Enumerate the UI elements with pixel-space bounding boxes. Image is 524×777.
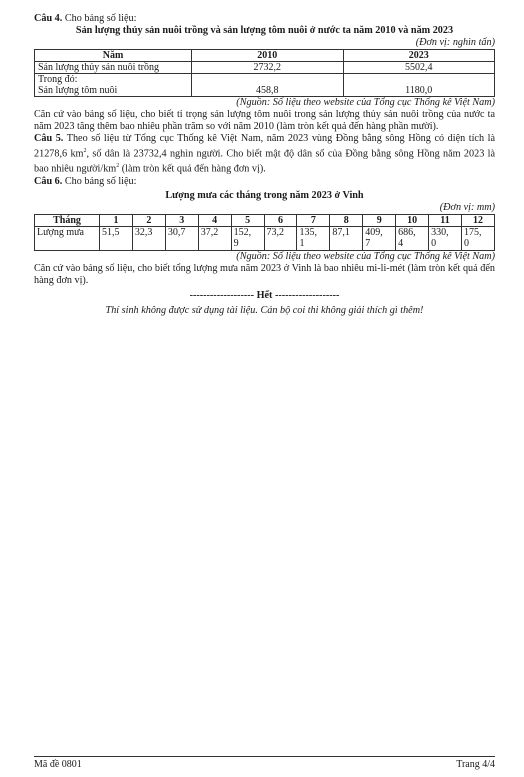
q6-label: Câu 6. [34,175,63,187]
col-header-2023: 2023 [343,50,495,62]
q4-table [34,49,495,97]
table-header-row [35,214,495,226]
month-header: 9 [363,214,396,226]
q5-sup-2: 2 [116,163,120,170]
month-header: 1 [100,214,133,226]
month-header: 11 [429,214,462,226]
row-label-shrimp-text: Sản lượng tôm nuôi [38,85,118,96]
q6-question: Căn cứ vào bảng số liệu, cho biết tổng lượng mưa năm 2023 ở Vinh là bao nhiêu mi-li-mét (làm tròn kết quả đến hàng đơn vị). [34,262,495,286]
q5-paragraph [34,133,495,176]
q4-label: Câu 4. [34,13,63,24]
rainfall-cell: 87,1 [330,226,363,250]
rainfall-cell: 135, 1 [297,226,330,250]
col-header-2010: 2010 [192,50,344,62]
row-label-rainfall: Lượng mưa [35,226,100,250]
month-header: 3 [165,214,198,226]
rainfall-cell: 686, 4 [396,226,429,250]
q4-intro: Cho bảng số liệu: [62,13,137,24]
q6-table [34,214,495,251]
table-header-row [35,50,495,62]
page-footer [34,756,495,770]
col-header-year: Năm [35,50,192,62]
q6-unit: (Đơn vị: mm) [439,201,495,213]
rainfall-cell: 330, 0 [429,226,462,250]
end-marker: ------------------- Hết ------------------- [189,289,340,301]
q4-question: Căn cứ vào bảng số liệu, cho biết tỉ trọng sản lượng tôm nuôi trong sản lượng thủy sản nuôi trồng của nước ta năm 2023 tăng thêm bao nhiêu phần trăm so với năm 2010 (làm tròn kết quả đến hàng phần mười). [34,109,495,132]
page-number: Trang 4/4 [456,759,495,770]
cell-2010: 2732,2 [192,62,344,74]
q4-unit: (Đơn vị: nghìn tấn) [415,37,495,48]
exam-code: Mã đề 0801 [34,759,82,770]
rainfall-cell: 51,5 [100,226,133,250]
q6-source: (Nguồn: Số liệu theo website của Tổng cục Thống kê Việt Nam) [236,250,495,262]
rainfall-cell: 30,7 [165,226,198,250]
cell-2023: 1180,0 [343,74,495,97]
row-label-subheading: Trong đó: [38,74,78,85]
rainfall-cell: 73,2 [264,226,297,250]
month-header: 8 [330,214,363,226]
q5-label: Câu 5. [34,133,64,144]
month-header: 6 [264,214,297,226]
row-label-aquaculture: Sản lượng thủy sản nuôi trồng [35,62,192,74]
q6-table-title: Lượng mưa các tháng trong năm 2023 ở Vinh [165,189,364,201]
month-header: 10 [396,214,429,226]
exam-notice: Thí sinh không được sử dụng tài liệu. Cán bộ coi thi không giải thích gì thêm! [105,304,424,316]
table-row [35,226,495,250]
q4-table-title: Sản lượng thủy sản nuôi trồng và sản lượng tôm nuôi ở nước ta năm 2010 và năm 2023 [75,25,454,36]
q4-heading [34,13,495,25]
month-header: 4 [198,214,231,226]
cell-2010: 458,8 [192,74,344,97]
q5-sup-1: 2 [83,148,87,154]
q6-intro: Cho bảng số liệu: [62,175,137,187]
cell-2023: 5502,4 [343,62,495,74]
table-row [35,74,495,97]
month-header: 7 [297,214,330,226]
q5-text-c: (làm tròn kết quả đến hàng đơn vị). [119,163,266,175]
q4-source: (Nguồn: Số liệu theo website của Tổng cục Thống kê Việt Nam) [236,97,495,108]
rainfall-cell: 175, 0 [461,226,494,250]
rainfall-cell: 409, 7 [363,226,396,250]
month-header: 2 [132,214,165,226]
q5-text-a: Theo số liệu từ Tổng cục Thống kê Việt Nam, năm 2023 vùng Đồng bằng sông Hồng có diện tích là 21278,6 km [34,133,495,160]
rainfall-cell: 32,3 [132,226,165,250]
rainfall-cell: 152, 9 [231,226,264,250]
q5-text-b: , số dân là 23732,4 nghìn người. Cho biết mật độ dân số của Đồng bằng sông Hồng năm 2023 là bao nhiêu người/km [34,148,495,175]
table-row [35,62,495,74]
month-header: 5 [231,214,264,226]
exam-page [34,13,495,317]
q6-heading [34,176,495,188]
col-header-month: Tháng [35,214,100,226]
rainfall-cell: 37,2 [198,226,231,250]
row-label-shrimp [35,74,192,97]
month-header: 12 [461,214,494,226]
